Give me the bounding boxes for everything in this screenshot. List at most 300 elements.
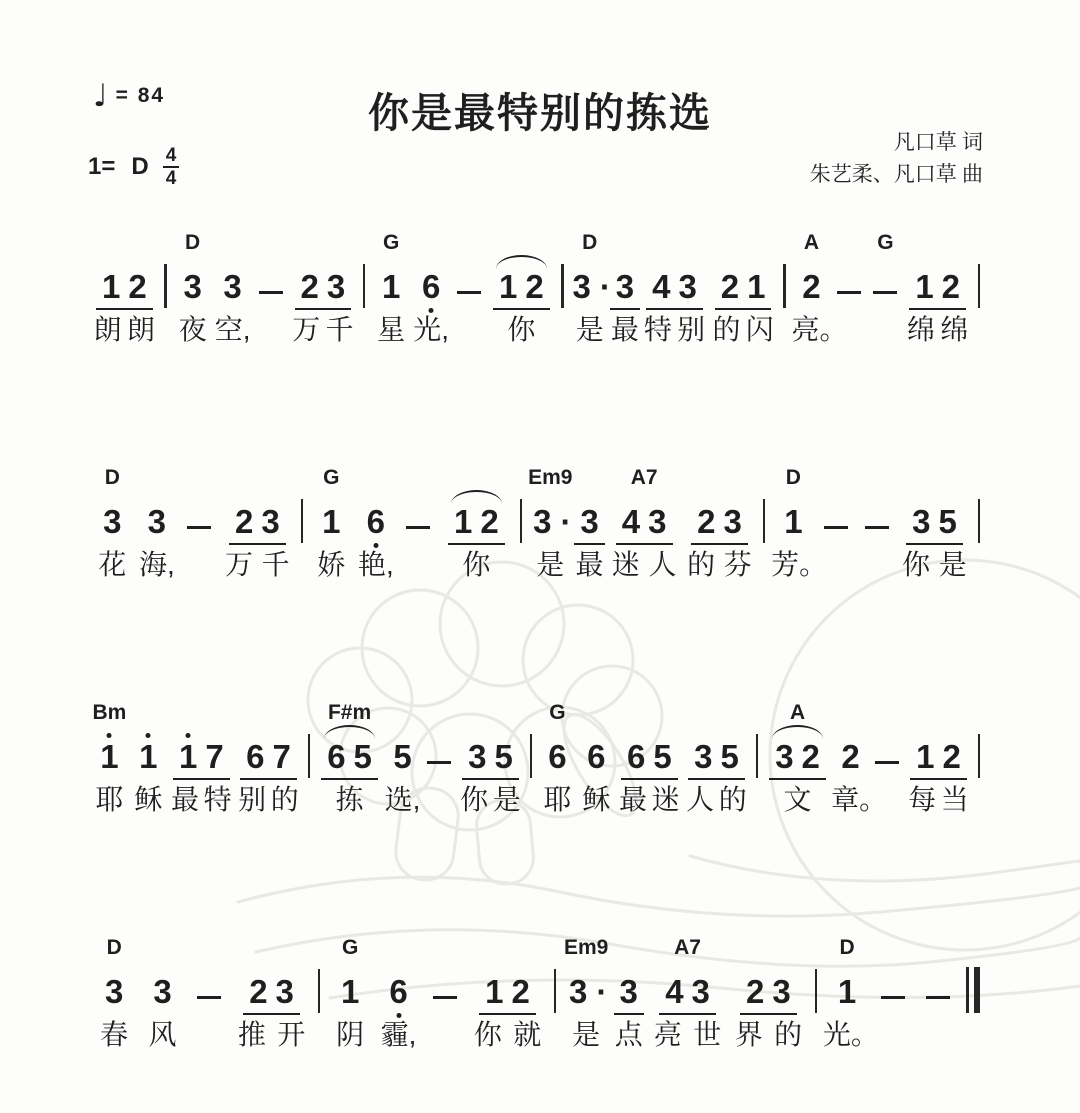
note-cell	[583, 738, 609, 780]
barline-token	[514, 463, 528, 585]
note-digit: 2	[941, 268, 961, 305]
barline-token	[750, 698, 764, 820]
lyric-syllable: 风	[148, 1019, 177, 1050]
note-digit: 5	[353, 738, 372, 775]
note-area	[640, 260, 709, 310]
lyric-syllable: 每	[908, 784, 937, 815]
note-area	[809, 965, 823, 1015]
note-cell	[674, 268, 700, 305]
barline	[756, 734, 759, 778]
chord-label	[871, 933, 915, 965]
chord-label	[289, 228, 358, 260]
chord-label	[640, 228, 709, 260]
chord-label: A7	[630, 466, 658, 489]
lyric-syllable: 绵	[907, 314, 936, 345]
lyric-syllable	[606, 545, 681, 585]
beam-group-token	[709, 228, 778, 350]
note-cell	[363, 503, 389, 545]
note-cell	[323, 738, 349, 775]
lyric-syllable	[903, 310, 972, 350]
note-token	[371, 228, 411, 350]
beam-group	[610, 268, 640, 310]
lyric-syllable	[709, 310, 778, 350]
note-area	[573, 495, 607, 545]
note-cell	[257, 503, 283, 540]
note-area	[823, 965, 871, 1015]
beam-group	[614, 973, 644, 1015]
note-cell	[99, 503, 125, 545]
note-cell	[911, 268, 937, 305]
dash-note	[259, 291, 283, 295]
chord-label	[168, 698, 235, 730]
lyric-syllable	[253, 310, 289, 350]
note-area	[173, 260, 213, 310]
note-cell	[648, 268, 674, 305]
barline	[164, 264, 167, 308]
note-digit: 1	[381, 268, 401, 305]
beam-group	[715, 268, 772, 310]
key-prefix: 1=	[88, 153, 116, 180]
note-area	[90, 965, 138, 1015]
note-cell	[297, 268, 323, 305]
note-cell	[693, 503, 719, 540]
note-area	[357, 260, 371, 310]
quarter-note-icon: ♩	[93, 78, 108, 114]
lyric-syllable	[398, 545, 439, 585]
chord-label: F#m	[327, 701, 372, 724]
chord-label	[682, 463, 757, 495]
note-digit: 3	[615, 268, 635, 305]
dash-note	[433, 996, 457, 1000]
note-cell	[521, 268, 547, 305]
note-cell	[576, 503, 602, 540]
beam-group-token	[905, 698, 972, 820]
sheet-header	[0, 0, 1080, 228]
chord-label	[897, 463, 972, 495]
lyric-syllable: 最	[610, 314, 639, 345]
music-line	[90, 228, 986, 350]
lyric-syllable: 迷	[611, 549, 640, 580]
note-digit: 5	[720, 738, 739, 775]
note-area	[905, 730, 972, 780]
note-area	[577, 730, 616, 780]
lyric-syllable: 点	[614, 1019, 643, 1050]
note-cell	[529, 503, 571, 545]
barline-token	[548, 933, 562, 1055]
note-area	[467, 965, 548, 1015]
beam-group-token	[487, 228, 556, 350]
note-area	[870, 730, 905, 780]
key-letter: D	[131, 153, 149, 180]
lyric-syllable: 朗	[126, 314, 155, 345]
dash-note	[837, 291, 861, 295]
note-cell	[318, 503, 344, 545]
note-digit: 4	[652, 268, 671, 305]
lyric-syllable: 星	[377, 314, 406, 345]
note-token	[326, 933, 374, 1055]
note-cell	[688, 973, 714, 1010]
note-digit: 5	[494, 738, 513, 775]
note-digit: 4	[665, 973, 684, 1010]
lyric-syllable	[867, 310, 903, 350]
note-digit: 2	[511, 973, 530, 1010]
note-digit: 3	[533, 503, 552, 540]
note-area	[867, 260, 903, 310]
note-digit: 6	[548, 738, 567, 775]
beam-group	[229, 503, 286, 545]
lyric-syllable: 世	[693, 1019, 722, 1050]
chord-label	[556, 228, 570, 260]
chord-label	[451, 228, 487, 260]
lyric-syllable: 开	[277, 1019, 306, 1050]
lyric-syllable: 光,	[413, 314, 450, 345]
chord-label	[816, 463, 857, 495]
note-cell	[201, 738, 227, 775]
lyric-syllable	[231, 1015, 312, 1055]
note-digit: 5	[653, 738, 672, 775]
lyric-syllable	[573, 545, 607, 585]
note-area	[316, 730, 383, 780]
note-token	[374, 933, 422, 1055]
note-cell	[495, 268, 521, 305]
lyric-syllable: 娇	[317, 549, 346, 580]
lyric-syllable: 迷	[651, 784, 680, 815]
note-area	[610, 965, 647, 1015]
chord-label	[383, 698, 422, 730]
note-area	[90, 730, 129, 780]
lyric-syllable	[610, 310, 640, 350]
note-cell	[124, 268, 150, 305]
note-area	[683, 730, 750, 780]
note-token	[129, 698, 168, 820]
note-area	[129, 730, 168, 780]
lyric-syllable	[972, 780, 986, 820]
note-area	[903, 260, 972, 310]
note-digit: 2	[746, 973, 765, 1010]
lyric-syllable: 你	[462, 549, 491, 580]
chord-label	[831, 698, 870, 730]
beam-group	[243, 973, 300, 1015]
note-cell	[418, 268, 444, 310]
note-area	[791, 260, 831, 310]
music-line	[90, 463, 986, 585]
note-digit: 3	[648, 503, 667, 540]
chord-label	[757, 463, 771, 495]
note-cell	[742, 973, 768, 1010]
note-cell	[690, 738, 716, 775]
key-signature	[88, 146, 179, 188]
chord-label	[187, 933, 231, 965]
note-area	[451, 260, 487, 310]
dash-note	[457, 291, 481, 295]
dash-note-token	[398, 463, 439, 585]
note-digit: 2	[720, 268, 740, 305]
chord-label	[354, 463, 399, 495]
note-cell	[149, 973, 175, 1015]
note-digit: 1	[175, 738, 201, 775]
note-cell	[464, 738, 490, 775]
lyric-syllable: 是	[938, 549, 967, 580]
chord-label	[90, 228, 159, 260]
note-digit: 3	[694, 738, 713, 775]
lyric-syllable	[897, 545, 972, 585]
note-cell	[623, 738, 649, 775]
beam-group	[691, 503, 748, 545]
note-cell	[385, 973, 411, 1015]
lyric-syllable: 你	[902, 549, 931, 580]
note-area	[90, 260, 159, 310]
chord-label: D	[104, 466, 120, 489]
lyric-syllable: 耶	[95, 784, 124, 815]
octave-dot-below	[373, 543, 378, 548]
note-digit: 1	[915, 268, 934, 305]
note-cell	[245, 973, 271, 1010]
note-token	[354, 463, 399, 585]
note-digit: 2	[249, 973, 268, 1010]
barline-token	[312, 933, 326, 1055]
note-token	[528, 463, 573, 585]
lyric-syllable	[960, 1015, 986, 1055]
barline-token	[524, 698, 538, 820]
note-token	[309, 463, 354, 585]
lyric-syllable: 就	[513, 1019, 542, 1050]
note-area	[871, 965, 915, 1015]
lyric-syllable: 你	[473, 1019, 502, 1050]
beam-group	[688, 738, 745, 780]
beam-group	[240, 738, 297, 780]
barline	[301, 499, 304, 543]
note-digit: 4	[621, 503, 641, 540]
note-area	[548, 965, 562, 1015]
note-digit: 2	[480, 503, 499, 540]
note-digit: 6	[246, 738, 265, 775]
note-digit: 2	[525, 268, 544, 305]
note-digit: 6	[587, 738, 606, 775]
note-area	[423, 965, 467, 1015]
lyric-syllable: 文	[783, 784, 812, 815]
lyric-syllable: 选,	[384, 784, 421, 815]
lyric-syllable: 是	[536, 549, 565, 580]
note-cell	[337, 973, 363, 1015]
note-cell	[719, 503, 745, 540]
note-area	[302, 730, 316, 780]
beam-group	[769, 738, 826, 780]
note-cell	[780, 503, 806, 545]
barline-token	[295, 463, 309, 585]
note-area	[616, 730, 683, 780]
lyric-syllable: 的	[270, 784, 299, 815]
barline	[308, 734, 311, 778]
note-area	[757, 495, 771, 545]
note-digit: 3	[568, 973, 588, 1010]
chord-label	[457, 698, 524, 730]
note-digit: 2	[801, 738, 820, 775]
note-digit: 3	[183, 268, 202, 305]
lyric-syllable: 绵	[940, 314, 969, 345]
time-numerator: 4	[163, 146, 180, 168]
score	[90, 228, 986, 1113]
note-token	[90, 463, 135, 585]
lyric-syllable	[972, 545, 986, 585]
lyric-syllable: 特	[203, 784, 232, 815]
chord-label	[398, 463, 439, 495]
beam-group	[479, 973, 536, 1015]
beam-group-token	[606, 463, 681, 585]
chord-label: D	[185, 231, 201, 254]
chord-label	[129, 698, 168, 730]
note-digit: 3	[691, 973, 710, 1010]
composer-credit: 朱艺柔、凡口草 曲	[809, 162, 983, 186]
note-area	[179, 495, 220, 545]
note-token	[173, 228, 213, 350]
dash-note-token	[831, 228, 867, 350]
note-digit: 3	[147, 503, 167, 540]
note-cell	[231, 503, 257, 540]
note-area	[709, 260, 778, 310]
note-area	[972, 260, 986, 310]
note-area	[187, 965, 231, 1015]
note-cell	[649, 738, 675, 775]
lyric-syllable	[357, 310, 371, 350]
note-area	[326, 965, 374, 1015]
chord-label	[514, 463, 528, 495]
lyric-syllable	[159, 310, 173, 350]
lyric-syllable: 春	[100, 1019, 129, 1050]
lyric-syllable: 人	[648, 549, 677, 580]
chord-label	[616, 698, 683, 730]
dash-note-token	[187, 933, 231, 1055]
beam-group-token	[168, 698, 235, 820]
note-digit: 3	[619, 973, 638, 1010]
note-area	[606, 495, 681, 545]
dash-note-token	[423, 933, 467, 1055]
note-cell	[938, 268, 964, 305]
chord-label	[870, 698, 905, 730]
beam-group-token	[90, 228, 159, 350]
note-cell	[219, 268, 245, 310]
chord-label	[179, 463, 220, 495]
lyric-syllable	[856, 545, 897, 585]
note-cell	[98, 268, 124, 305]
beam-group-token	[616, 698, 683, 820]
credits	[810, 126, 983, 190]
note-area	[897, 495, 972, 545]
note-digit: 3	[912, 503, 931, 540]
final-barline	[966, 967, 980, 1013]
note-area	[972, 730, 986, 780]
note-area	[972, 495, 986, 545]
lyric-syllable	[179, 545, 220, 585]
beam-group-token	[728, 933, 809, 1055]
note-token	[213, 228, 253, 350]
note-area	[354, 495, 399, 545]
octave-dot-above	[107, 733, 112, 738]
note-token	[383, 698, 422, 820]
chord-label	[138, 933, 186, 965]
note-digit: 1	[322, 503, 341, 540]
note-digit: 1	[135, 738, 161, 775]
note-area	[538, 730, 577, 780]
barline-token	[809, 933, 823, 1055]
dash-note	[187, 526, 211, 530]
note-cell	[242, 738, 268, 775]
final-barline-thick	[974, 967, 980, 1013]
chord-label	[610, 933, 647, 965]
music-line	[90, 933, 986, 1055]
barline	[978, 734, 981, 778]
note-cell	[837, 738, 863, 780]
chord-label: Em9	[563, 936, 609, 959]
note-cell	[565, 973, 607, 1015]
note-area	[383, 730, 422, 780]
note-area	[682, 495, 757, 545]
note-area	[422, 730, 457, 780]
note-area	[764, 730, 831, 780]
note-cell	[612, 268, 638, 305]
chord-label	[220, 463, 295, 495]
note-cell	[101, 973, 127, 1015]
note-digit: 3	[103, 503, 122, 540]
dash-note-token	[253, 228, 289, 350]
beam-group-token	[457, 698, 524, 820]
note-cell	[272, 973, 298, 1010]
note-cell	[834, 973, 860, 1015]
chord-label	[302, 698, 316, 730]
lyric-syllable	[235, 780, 302, 820]
chord-label: G	[342, 936, 359, 959]
note-digit: 7	[272, 738, 291, 775]
note-cell	[908, 503, 934, 540]
note-cell	[768, 973, 794, 1010]
augmentation-dot: ·	[560, 503, 572, 540]
chord-label	[809, 933, 823, 965]
note-token	[577, 698, 616, 820]
note-area	[514, 495, 528, 545]
beam-group-token	[316, 698, 383, 820]
lyric-syllable	[423, 1015, 467, 1055]
final-barline-thin	[966, 967, 969, 1013]
beam-group-token	[573, 463, 607, 585]
lyric-syllable	[610, 1015, 647, 1055]
chord-label	[916, 933, 960, 965]
beam-group-token	[467, 933, 548, 1055]
chord-label	[295, 463, 309, 495]
chord-label: G	[323, 466, 340, 489]
note-token	[90, 933, 138, 1055]
lyric-syllable: 千	[325, 314, 354, 345]
lyric-syllable	[524, 780, 538, 820]
lyric-syllable	[548, 1015, 562, 1055]
dash-note	[926, 996, 950, 1000]
lyric-syllable	[556, 310, 570, 350]
chord-label	[135, 463, 180, 495]
dash-note-token	[816, 463, 857, 585]
lyric-syllable: 最	[619, 784, 648, 815]
chord-label: Bm	[92, 701, 127, 724]
chord-label	[411, 228, 451, 260]
chord-label	[423, 933, 467, 965]
note-area	[231, 965, 312, 1015]
note-area	[487, 260, 556, 310]
note-digit: 2	[300, 268, 319, 305]
barline-token	[757, 463, 771, 585]
lyric-syllable	[168, 780, 235, 820]
chord-label	[905, 698, 972, 730]
note-cell	[798, 268, 824, 310]
note-area	[750, 730, 764, 780]
dash-note	[881, 996, 905, 1000]
lyric-syllable: 界	[734, 1019, 763, 1050]
